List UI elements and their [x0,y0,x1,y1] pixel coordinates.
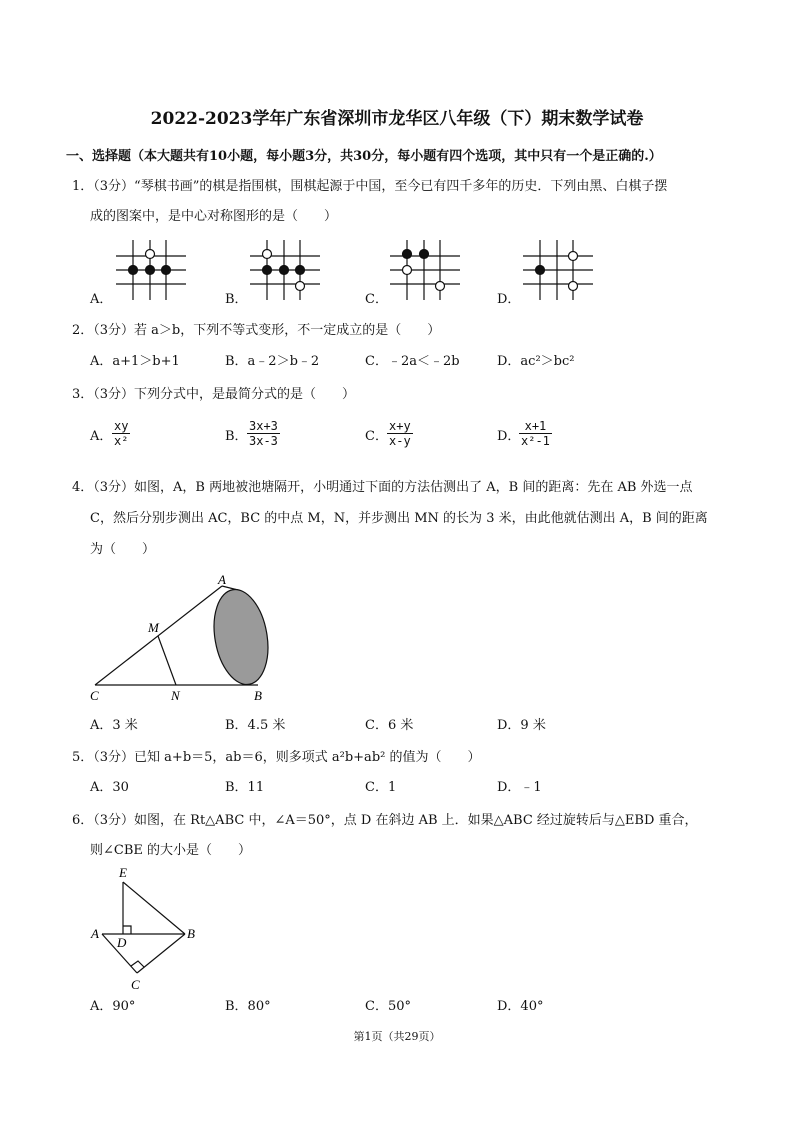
fraction-numerator: x+y [389,419,411,433]
fraction-numerator: xy [114,419,129,433]
fraction-numerator: x+1 [519,419,552,434]
q3-stem: 3．（3分）下列分式中，是最简分式的是（ ） [72,387,356,402]
q1-stem-line2: 成的图案中，是中心对称图形的是（ ） [90,209,338,224]
q1-stem-line1: 1．（3分）“琴棋书画”的棋是指围棋，围棋起源于中国，至今已有四千多年的历史．下列由黑、白棋子摆 [72,179,668,194]
q5-stem: 5．（3分）已知 a+b＝5，ab＝6，则多项式 a²b+ab² 的值为（ ） [72,750,481,765]
q3-option-c-label: C． [365,429,388,444]
fraction-denominator: x-y [389,434,411,448]
fraction-numerator: 3x+3 [249,419,278,433]
q5-option-b: B．11 [225,780,265,795]
segment-eb [123,882,185,934]
right-angle-c [131,961,144,967]
q3-option-a-label: A． [90,429,113,444]
q6-stem-line1: 6．（3分）如图，在 Rt△ABC 中，∠A＝50°，点 D 在斜边 AB 上．如果△ABC 经过旋转后与△EBD 重合， [72,813,698,828]
q1-option-a-label: A． [90,292,113,307]
q5-option-d: D．﹣1 [497,780,542,795]
label-a: A [218,572,226,587]
fraction-denominator: x²-1 [521,434,550,448]
q6-option-a: A．90° [90,999,136,1014]
right-angle-d [123,926,131,934]
section-header: 一、选择题（本大题共有10小题，每小题3分，共30分，每小题有四个选项，其中只有一个是正确的.） [66,149,662,164]
q4-option-b: B．4.5 米 [225,718,286,733]
label-n: N [171,688,180,703]
q4-stem-line2: C，然后分别步测出 AC，BC 的中点 M，N，并步测出 MN 的长为 3 米，由此他就估测出 A，B 间的距离 [90,511,708,526]
label-b: B [254,688,262,703]
page-title: 2022-2023学年广东省深圳市龙华区八年级（下）期末数学试卷 [150,109,644,129]
label-d: D [117,935,127,950]
q6-stem-line2: 则∠CBE 的大小是（ ） [90,843,252,858]
label-e: E [119,865,127,880]
label-c: C [90,688,99,703]
q4-option-a: A．3 米 [90,718,138,733]
q1-option-c-label: C． [365,292,388,307]
page-footer: 第1页（共29页） [353,1030,441,1043]
q3-option-b-label: B． [225,429,248,444]
q4-option-d: D．9 米 [497,718,546,733]
q5-option-a: A．30 [90,780,129,795]
q2-option-c: C．﹣2a＜﹣2b [365,354,460,369]
q2-option-d: D．ac²＞bc² [497,354,575,369]
q5-option-c: C．1 [365,780,397,795]
label-a: A [91,926,99,941]
q4-stem-line3: 为（ ） [90,542,156,557]
fraction-denominator: 3x-3 [249,434,278,448]
q2-option-a: A．a+1＞b+1 [90,354,180,369]
q3-option-d-label: D． [497,429,521,444]
label-c: C [131,977,140,992]
q1-option-b-label: B． [225,292,248,307]
q6-option-d: D．40° [497,999,544,1014]
fraction-denominator: x² [114,434,129,448]
segment-cb [137,934,185,973]
q6-option-c: C．50° [365,999,411,1014]
q4-stem-line1: 4．（3分）如图，A，B 两地被池塘隔开，小明通过下面的方法估测出了 A，B 间的距离：先在 AB 外选一点 [72,480,693,495]
q4-option-c: C．6 米 [365,718,414,733]
label-b: B [187,926,195,941]
q2-stem: 2．（3分）若 a＞b，下列不等式变形，不一定成立的是（ ） [72,323,441,338]
q6-option-b: B．80° [225,999,271,1014]
q2-option-b: B．a﹣2＞b﹣2 [225,354,320,369]
q1-option-d-label: D． [497,292,521,307]
label-m: M [148,620,159,635]
